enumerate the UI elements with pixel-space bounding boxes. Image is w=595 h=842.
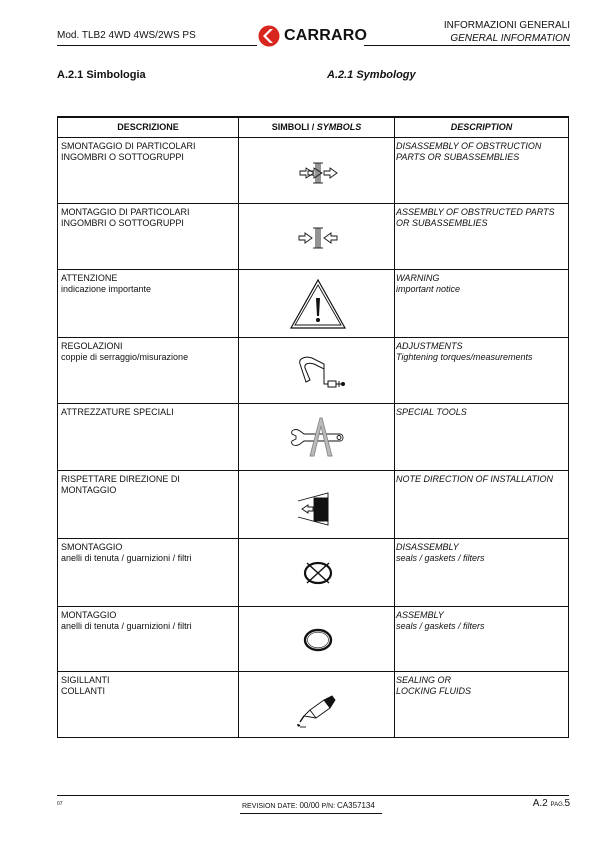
table-row (58, 404, 568, 471)
row-symbol (240, 672, 395, 738)
table-row (58, 138, 568, 204)
row-symbol (240, 471, 395, 539)
row-description-en (396, 542, 568, 564)
table-row (58, 270, 568, 338)
row-line: ASSEMBLY OF OBSTRUCTED PARTS (396, 207, 555, 217)
row-line: RISPETTARE DIREZIONE DI (61, 474, 180, 484)
row-description-it (61, 610, 236, 632)
row-line: seals / gaskets / filters (396, 553, 485, 563)
warning-triangle-icon (240, 270, 395, 338)
row-divider (58, 538, 568, 539)
header-section (444, 19, 570, 45)
row-description-it (61, 273, 236, 295)
header-symbols-it: SIMBOLI / (271, 122, 317, 132)
row-symbol (240, 539, 395, 607)
crossed-ring-icon (240, 539, 395, 607)
row-line: ASSEMBLY (396, 610, 444, 620)
row-divider (58, 269, 568, 270)
header-rule-left (57, 45, 257, 46)
row-line: important notice (396, 284, 461, 294)
row-line: REGOLAZIONI (61, 341, 123, 351)
row-line: SIGILLANTI (61, 675, 110, 685)
special-tools-icon (240, 404, 395, 471)
row-symbol (240, 270, 395, 338)
header-rule-right (364, 45, 570, 46)
section-title-it: A.2.1 Simbologia (57, 69, 146, 81)
row-divider (58, 671, 568, 672)
row-line: anelli di tenuta / guarnizioni / filtri (61, 553, 192, 563)
footer-rule (57, 795, 569, 796)
disassembly-arrows-icon (240, 138, 395, 204)
table-row (58, 204, 568, 270)
row-line: COLLANTI (61, 686, 106, 696)
header-section-en: GENERAL INFORMATION (450, 33, 570, 44)
row-line: seals / gaskets / filters (396, 621, 485, 631)
row-description-en (396, 341, 568, 363)
header-description-en: DESCRIPTION (450, 122, 513, 132)
assembly-arrows-icon (240, 204, 395, 270)
row-line: PARTS OR SUBASSEMBLIES (396, 152, 520, 162)
brand-logo (258, 24, 368, 48)
row-line: SMONTAGGIO DI PARTICOLARI (61, 141, 196, 151)
row-description-it (61, 341, 236, 363)
row-description-en (396, 273, 568, 295)
row-description-it (61, 207, 236, 229)
row-description-it (61, 542, 236, 564)
row-description-it (61, 675, 236, 697)
row-description-en (396, 407, 568, 418)
section-title-en: A.2.1 Symbology (327, 69, 416, 81)
row-line: coppie di serraggio/misurazione (61, 352, 189, 362)
row-description-en (396, 474, 568, 485)
caliper-icon (240, 338, 395, 404)
row-divider (58, 470, 568, 471)
row-line: ADJUSTMENTS (396, 341, 463, 351)
row-divider (58, 337, 568, 338)
table-row (58, 471, 568, 539)
row-line: INGOMBRI O SOTTOGRUPPI (61, 218, 184, 228)
sealant-tube-icon (240, 672, 395, 738)
row-divider (58, 403, 568, 404)
row-description-en (396, 207, 568, 229)
row-line: anelli di tenuta / guarnizioni / filtri (61, 621, 192, 631)
ring-icon (240, 607, 395, 672)
row-line: LOCKING FLUIDS (396, 686, 472, 696)
table-row (58, 672, 568, 738)
row-line: MONTAGGIO (61, 610, 117, 620)
page-label: PAG. (550, 802, 565, 808)
table-header (58, 118, 568, 138)
row-divider (58, 606, 568, 607)
part-number-value: CA357134 (337, 801, 375, 810)
row-symbol (240, 404, 395, 471)
row-line: indicazione importante (61, 284, 152, 294)
row-description-en (396, 610, 568, 632)
model-label: Mod. TLB2 4WD 4WS/2WS PS (57, 30, 196, 41)
table-row (58, 338, 568, 404)
header-section-it: INFORMAZIONI GENERALI (443, 20, 570, 31)
row-symbol (240, 138, 395, 204)
row-line: SPECIAL TOOLS (396, 407, 467, 417)
carraro-logo-icon (258, 25, 280, 47)
row-line: NOTE DIRECTION OF INSTALLATION (396, 474, 554, 484)
header-symbols (239, 118, 394, 137)
row-line: WARNING (396, 273, 440, 283)
row-line: ATTREZZATURE SPECIALI (61, 407, 174, 417)
row-description-it (61, 407, 236, 418)
row-description-en (396, 675, 568, 697)
page-number (533, 798, 570, 809)
part-number-label: P/N: (321, 803, 336, 810)
row-line: Tightening torques/measurements (396, 352, 533, 362)
header-description-it: DESCRIZIONE (117, 122, 179, 132)
page-value: 5 (564, 798, 570, 809)
footer-code: 07 (57, 801, 63, 807)
row-line: MONTAGGIO DI PARTICOLARI (61, 207, 190, 217)
row-symbol (240, 338, 395, 404)
brand-name: CARRARO (284, 27, 368, 44)
row-line: ATTENZIONE (61, 273, 118, 283)
row-description-en (396, 141, 568, 163)
row-line: SMONTAGGIO (61, 542, 123, 552)
row-line: INGOMBRI O SOTTOGRUPPI (61, 152, 184, 162)
page-section: A.2 (532, 798, 548, 809)
row-line: DISASSEMBLY (396, 542, 459, 552)
row-line: MONTAGGIO (61, 485, 117, 495)
table-row (58, 539, 568, 607)
row-description-it (61, 141, 236, 163)
row-line: DISASSEMBLY OF OBSTRUCTION (396, 141, 542, 151)
revision-value: 00/00 (299, 801, 320, 810)
header-symbols-en: SYMBOLS (316, 122, 362, 132)
symbology-table (57, 116, 569, 738)
revision-info (242, 801, 375, 810)
revision-rule (240, 813, 382, 814)
row-symbol (240, 204, 395, 270)
row-description-it (61, 474, 236, 496)
row-line: OR SUBASSEMBLIES (396, 218, 488, 228)
row-line: SEALING OR (396, 675, 452, 685)
table-row (58, 607, 568, 672)
direction-icon (240, 471, 395, 539)
row-divider (58, 203, 568, 204)
row-symbol (240, 607, 395, 672)
revision-label: REVISION DATE: (242, 803, 298, 810)
